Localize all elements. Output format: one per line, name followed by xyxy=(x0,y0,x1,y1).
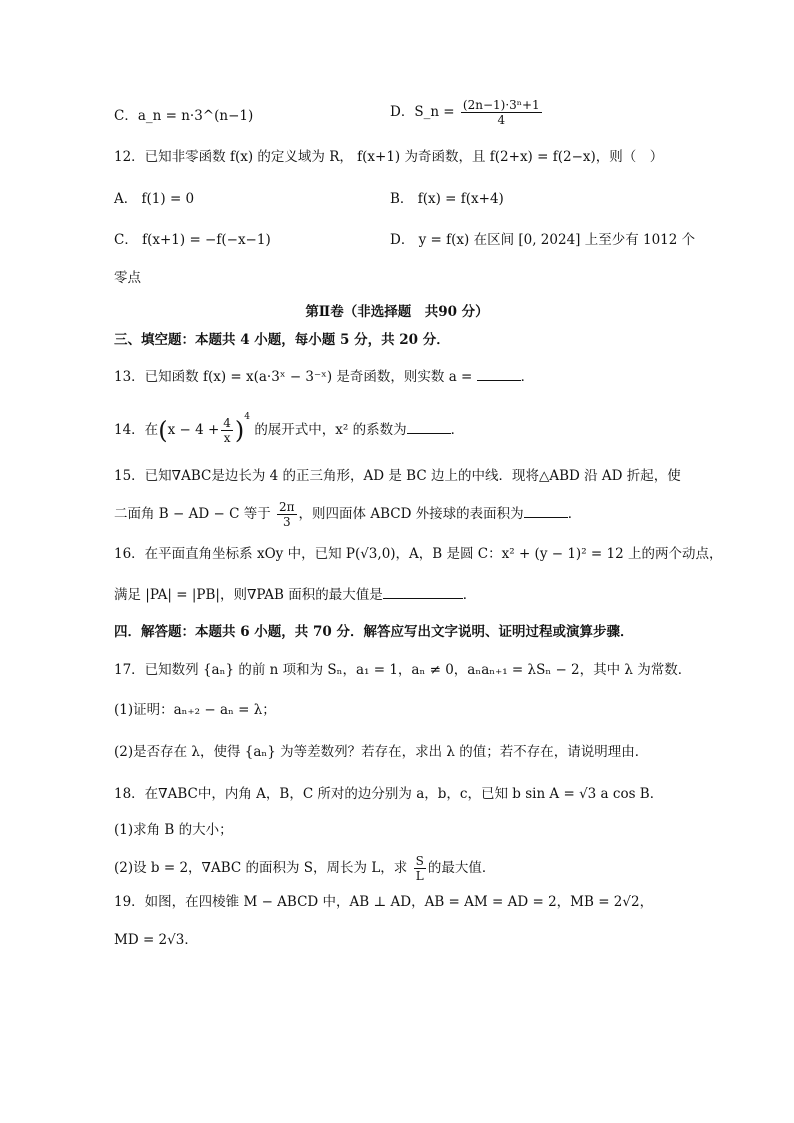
q12-option-d-continued: 零点 xyxy=(114,270,141,286)
q12-option-c: C． f(x+1) = −f(−x−1) xyxy=(114,232,271,248)
answer-blank xyxy=(524,503,568,518)
q14-expression: x − 4 + xyxy=(167,422,220,438)
q19-line1: 19．如图，在四棱锥 M − ABCD 中，AB ⊥ AD，AB = AM = AD = 2，MB = 2√2， xyxy=(114,894,654,910)
part2-title: 第Ⅱ卷（非选择题 共90 分） xyxy=(305,304,489,320)
q18-part2 xyxy=(114,854,495,883)
q15-line2: 二面角 B − AD − C 等于 $\frac{2\pi}{3}$ ，则四面体 ABCD 外接球的表面积为 ． xyxy=(114,500,582,529)
left-paren: ( xyxy=(158,416,168,445)
fraction-numerator: 2π xyxy=(279,500,295,514)
q11-option-d-prefix: D．S_n = xyxy=(390,104,455,120)
q17-part1: (1)证明：aₙ₊₂ − aₙ = λ； xyxy=(114,702,276,718)
section4-heading: 四．解答题：本题共 6 小题，共 70 分．解答应写出文字说明、证明过程或演算步骤． xyxy=(114,624,634,640)
q14-text: 14．在(x − 4 + $\frac{4}{x}$ )$^4$ 的展开式中，x² 的系数为 ． xyxy=(114,411,465,445)
q15-line2-suffix: ，则四面体 ABCD 外接球的表面积为 xyxy=(298,506,524,522)
q14-suffix: 的展开式中，x² 的系数为 xyxy=(254,422,407,438)
q18-part2-prefix: (2)设 b = 2，∇ABC 的面积为 S，周长为 L，求 xyxy=(114,860,408,876)
q15-line1: 15．已知∇ABC是边长为 4 的正三角形，AD 是 BC 边上的中线．现将△ABD 沿 AD 折起，使 xyxy=(114,468,681,484)
q16-line2: 满足 |PA| = |PB|，则∇PAB 面积的最大值是 ． xyxy=(114,584,476,605)
q14-exponent: 4 xyxy=(244,411,251,422)
q11-option-d-fraction xyxy=(461,98,542,127)
answer-blank xyxy=(477,366,521,381)
q11-option-c: C．a_n = n·3^(n−1) xyxy=(114,108,254,124)
q12-option-a: A． f(1) = 0 xyxy=(114,191,195,207)
q16-line2-text: 满足 |PA| = |PB|，则∇PAB 面积的最大值是 xyxy=(114,587,383,603)
q19-line2: MD = 2√3． xyxy=(114,932,198,948)
q12-stem: 12．已知非零函数 f(x) 的定义域为 R， f(x+1) 为奇函数，且 f(2+x) = f(2−x)，则（ ） xyxy=(114,149,664,165)
q17-stem: 17．已知数列 {aₙ} 的前 n 项和为 Sₙ，a₁ = 1，aₙ ≠ 0，aₙaₙ₊₁ = λSₙ − 2，其中 λ 为常数． xyxy=(114,662,692,678)
q18-part2-suffix: 的最大值． xyxy=(427,860,496,876)
q18-part1: (1)求角 B 的大小； xyxy=(114,822,233,838)
q13-stem: 13．已知函数 f(x) = x(a·3ˣ − 3⁻ˣ) 是奇函数，则实数 a = xyxy=(114,369,473,385)
answer-blank xyxy=(383,584,463,599)
q12-option-d: D． y = f(x) 在区间 [0, 2024] 上至少有 1012 个 xyxy=(390,232,696,248)
fraction-denominator: x xyxy=(223,431,231,445)
right-paren: ) xyxy=(234,416,245,445)
q18-fraction xyxy=(414,854,426,883)
q17-part2: (2)是否存在 λ，使得 {aₙ} 为等差数列？若存在，求出 λ 的值；若不存在，请说明理由． xyxy=(114,744,649,760)
q11-option-d xyxy=(390,98,544,127)
fraction-denominator: 4 xyxy=(497,113,506,127)
fraction-numerator: 4 xyxy=(223,416,231,430)
q13-text: 13．已知函数 f(x) = x(a·3ˣ − 3⁻ˣ) 是奇函数，则实数 a = ． xyxy=(114,366,534,387)
fraction-denominator: 3 xyxy=(282,515,291,529)
answer-blank xyxy=(407,419,451,434)
q14-fraction xyxy=(221,416,233,445)
q16-line1: 16．在平面直角坐标系 xOy 中，已知 P(√3,0)，A，B 是圆 C：x² + (y − 1)² = 12 上的两个动点， xyxy=(114,546,723,562)
q15-fraction xyxy=(277,500,297,529)
q15-line2-prefix: 二面角 B − AD − C 等于 xyxy=(114,506,271,522)
fraction-denominator: L xyxy=(415,869,424,883)
q18-stem: 18．在∇ABC中，内角 A，B，C 所对的边分别为 a，b，c，已知 b sin A = √3 a cos B． xyxy=(114,786,664,802)
q12-option-b: B． f(x) = f(x+4) xyxy=(390,191,504,207)
fraction-numerator: (2n−1)·3ⁿ+1 xyxy=(462,98,540,112)
fraction-numerator: S xyxy=(415,854,424,868)
section3-heading: 三、填空题：本题共 4 小题，每小题 5 分，共 20 分． xyxy=(114,332,450,348)
q14-prefix: 14．在 xyxy=(114,422,159,438)
